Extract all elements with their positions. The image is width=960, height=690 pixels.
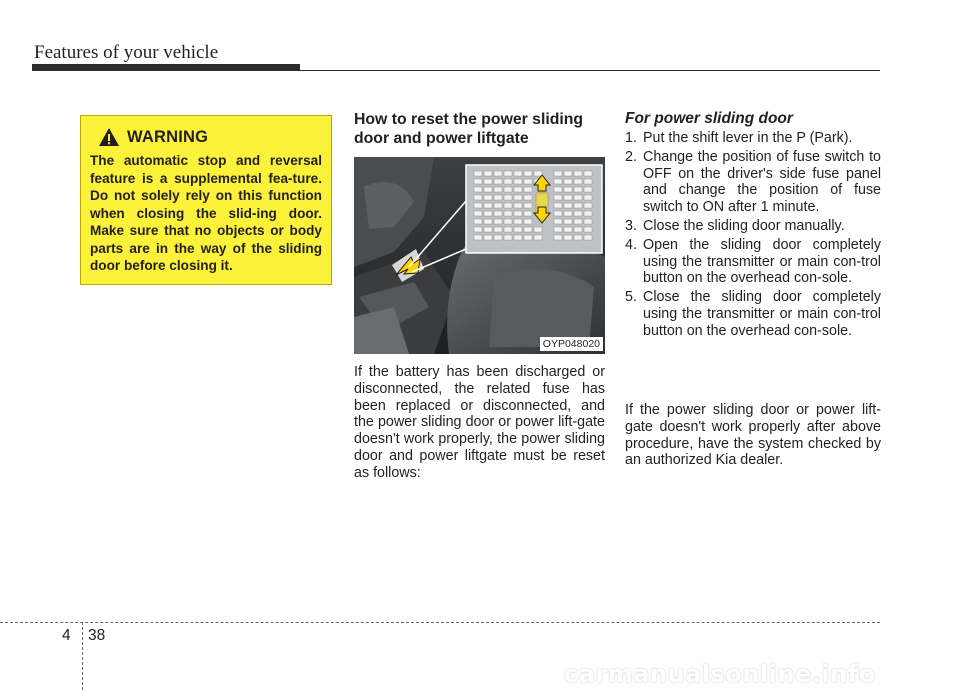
header-bar bbox=[32, 64, 300, 71]
subsection-heading: For power sliding door bbox=[625, 110, 793, 127]
section-heading-line-2: door and power liftgate bbox=[354, 130, 529, 147]
warning-header bbox=[98, 122, 322, 152]
step-number: 4. bbox=[625, 236, 637, 253]
warning-title: WARNING bbox=[127, 127, 209, 146]
step-number: 3. bbox=[625, 217, 637, 234]
step-number: 5. bbox=[625, 289, 637, 306]
section-heading bbox=[354, 110, 604, 148]
warning-triangle-icon bbox=[98, 127, 120, 147]
footer-divider bbox=[82, 622, 83, 690]
page-header-title: Features of your vehicle bbox=[34, 42, 219, 63]
list-item bbox=[625, 289, 881, 339]
footer-rule bbox=[0, 622, 880, 623]
step-text: Close the sliding door completely using the transmitter or main con-trol button on the overhead con-sole. bbox=[643, 289, 881, 339]
list-item bbox=[625, 130, 881, 147]
header-rule bbox=[300, 70, 880, 71]
section-heading-line-1: How to reset the power sliding bbox=[354, 111, 584, 128]
reset-steps-list bbox=[625, 130, 881, 342]
figure-code: OYP048020 bbox=[540, 337, 603, 351]
fuse-panel-illustration bbox=[354, 157, 605, 354]
list-item bbox=[625, 237, 881, 287]
watermark: carmanualsonline.info bbox=[564, 660, 876, 688]
list-item bbox=[625, 149, 881, 216]
section-number: 4 bbox=[62, 627, 71, 644]
step-number: 1. bbox=[625, 130, 637, 146]
step-number: 2. bbox=[625, 148, 637, 165]
fuse-panel-figure bbox=[354, 157, 605, 354]
reset-intro-paragraph: If the battery has been discharged or disconnected, the related fuse has been replaced or disconnected, and the power sliding door or power lift-gate doesn't work properly, the power sliding door and power liftgate must be reset as follows: bbox=[354, 364, 605, 481]
list-item bbox=[625, 218, 881, 235]
dealer-note-paragraph: If the power sliding door or power lift-gate doesn't work properly after above procedure, have the system checked by an authorized Kia dealer. bbox=[625, 402, 881, 469]
step-text: Open the sliding door completely using the transmitter or main con-trol button on the overhead con-sole. bbox=[643, 236, 881, 287]
page-number: 38 bbox=[88, 627, 106, 644]
step-text: Put the shift lever in the P (Park). bbox=[643, 130, 853, 146]
warning-box bbox=[80, 115, 332, 285]
warning-text: The automatic stop and reversal feature is a supplemental fea-ture. Do not solely rely on this function when closing the slid-ing door. Make sure that no objects or body parts are in the way of the sliding door before closing it. bbox=[90, 153, 322, 273]
step-text: Change the position of fuse switch to OFF on the driver's side fuse panel and change the position of fuse switch to ON after 1 minute. bbox=[643, 148, 881, 216]
step-text: Close the sliding door manually. bbox=[643, 217, 845, 234]
